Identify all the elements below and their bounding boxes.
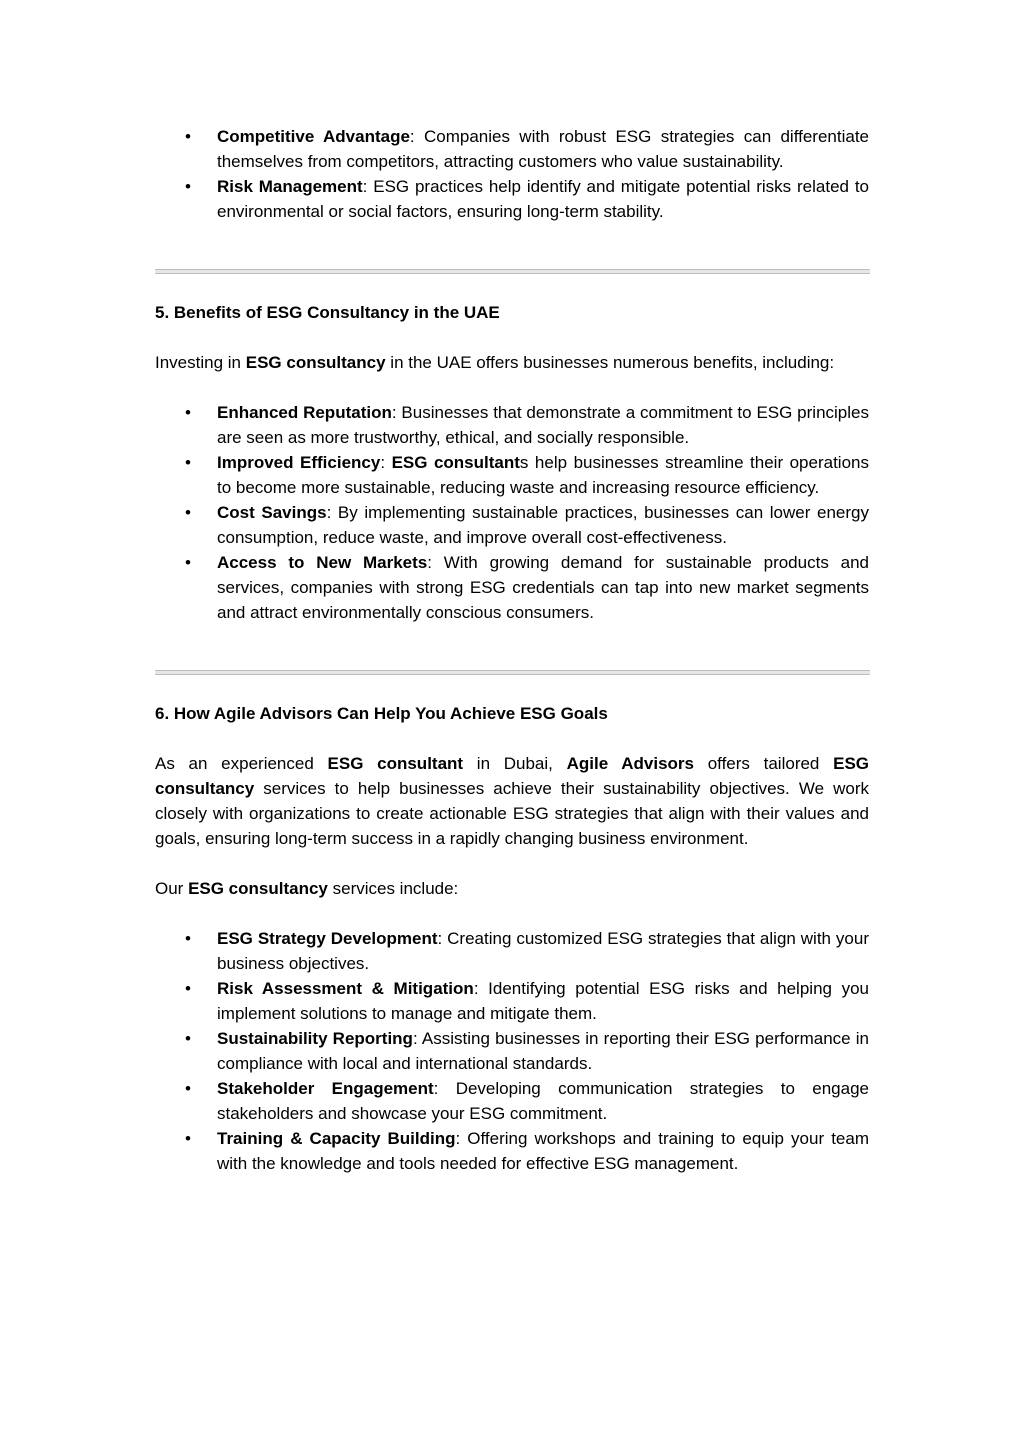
bullet-glyph: • [185, 929, 191, 948]
services-bullet-list [155, 926, 869, 1176]
bullet-term: Enhanced Reputation [217, 403, 392, 422]
para-text: Our [155, 879, 189, 898]
bullet-glyph: • [185, 403, 191, 422]
bullet-glyph: • [185, 1029, 191, 1048]
benefits-bullet-list [155, 400, 869, 625]
bullet-glyph: • [185, 1129, 191, 1148]
bullet-term: Stakeholder Engagement [217, 1079, 434, 1098]
bullet-term: Risk Assessment & Mitigation [217, 979, 474, 998]
bullet-term: Risk Management [217, 177, 363, 196]
bullet-term: Sustainability Reporting [217, 1029, 413, 1048]
list-item [155, 1126, 869, 1176]
bullet-term: Training & Capacity Building [217, 1129, 456, 1148]
para-bold: ESG consultancy [155, 754, 870, 798]
top-bullet-list [155, 124, 869, 224]
bullet-text: : Identifying potential ESG risks and helping you implement solutions to manage and mitigate them. [217, 979, 869, 1023]
bullet-term: Access to New Markets [217, 553, 428, 572]
intro-text: in the UAE offers businesses numerous benefits, including: [385, 353, 835, 372]
bullet-glyph: • [185, 177, 191, 196]
bullet-text: : ESG practices help identify and mitigate potential risks related to environmental or social factors, ensuring long-term stability. [217, 177, 869, 221]
bullet-text: s help businesses streamline their operations to become more sustainable, reducing waste and increasing resource efficiency. [217, 453, 869, 497]
bullet-glyph: • [185, 1079, 191, 1098]
section-heading: 6. How Agile Advisors Can Help You Achieve ESG Goals [155, 704, 608, 723]
list-item [155, 450, 869, 500]
bullet-glyph: • [185, 553, 191, 572]
list-item [155, 976, 869, 1026]
bullet-glyph: • [185, 503, 191, 522]
para-text: offers tailored [694, 754, 834, 773]
bullet-text: : By implementing sustainable practices, businesses can lower energy consumption, reduce waste, and improve overall cost-effectiveness. [217, 503, 869, 547]
bullet-glyph: • [185, 127, 191, 146]
section-paragraph [155, 876, 869, 901]
para-text: services include: [327, 879, 459, 898]
bullet-term: ESG Strategy Development [217, 929, 438, 948]
bullet-term: Improved Efficiency [217, 453, 381, 472]
bullet-text: : Companies with robust ESG strategies can differentiate themselves from competitors, attracting customers who value sustainability. [217, 127, 870, 171]
bullet-text: : Creating customized ESG strategies that align with your business objectives. [217, 929, 869, 973]
bullet-term: Cost Savings [217, 503, 327, 522]
list-item [155, 926, 869, 976]
para-text: As an experienced [155, 754, 328, 773]
intro-bold: ESG consultancy [245, 353, 386, 372]
bullet-glyph: • [185, 453, 191, 472]
bullet-text: : [380, 453, 392, 472]
para-bold: Agile Advisors [566, 754, 694, 773]
list-item [155, 1076, 869, 1126]
para-text: services to help businesses achieve their sustainability objectives. We work closely with organizations to create actionable ESG strategies that align with their values and goals, ensuring long-term success in a rapidly changing business environment. [155, 779, 869, 848]
para-bold: ESG consultant [327, 754, 464, 773]
document-page [155, 124, 869, 1176]
bullet-term: ESG consultant [391, 453, 520, 472]
list-item [155, 1026, 869, 1076]
bullet-text: : With growing demand for sustainable products and services, companies with strong ESG credentials can tap into new market segments and attract environmentally conscious consumers. [217, 553, 869, 622]
section-intro-paragraph [155, 350, 869, 375]
intro-text: Investing in [155, 353, 246, 372]
bullet-glyph: • [185, 979, 191, 998]
para-text: in Dubai, [463, 754, 567, 773]
list-item [155, 500, 869, 550]
bullet-text: : Assisting businesses in reporting their ESG performance in compliance with local and international standards. [217, 1029, 869, 1073]
section-paragraph [155, 751, 869, 851]
list-item [155, 400, 869, 450]
bullet-text: : Businesses that demonstrate a commitment to ESG principles are seen as more trustworthy, ethical, and socially responsible. [217, 403, 869, 447]
list-item [155, 174, 869, 224]
list-item [155, 124, 869, 174]
bullet-text: : Offering workshops and training to equip your team with the knowledge and tools needed for effective ESG management. [217, 1129, 869, 1173]
para-bold: ESG consultancy [188, 879, 328, 898]
bullet-text: : Developing communication strategies to engage stakeholders and showcase your ESG commitment. [217, 1079, 869, 1123]
bullet-term: Competitive Advantage [217, 127, 410, 146]
section-heading: 5. Benefits of ESG Consultancy in the UAE [155, 303, 500, 322]
list-item [155, 550, 869, 625]
